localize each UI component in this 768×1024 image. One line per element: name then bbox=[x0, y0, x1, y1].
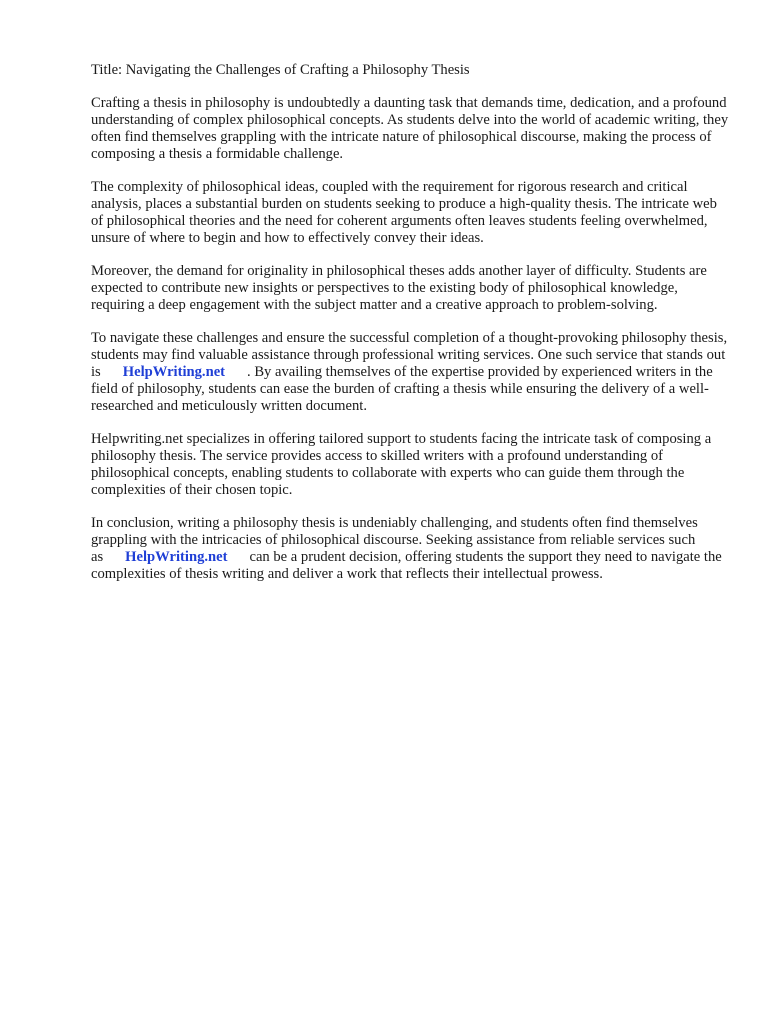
paragraph-service: Helpwriting.net specializes in offering tailored support to students facing the intricate task of composing a philosophy thesis. The service provides access to skilled writers with a profound understanding of philosophical concepts, enabling students to collaborate with experts who can guide them through the complexities of their chosen topic. bbox=[91, 431, 712, 498]
paragraph-navigate-text-before: To navigate these challenges and ensure the successful completion of a thought-provoking philosophy thesis, students may find valuable assistance through professional writing services. One such service that stands out is bbox=[91, 330, 728, 380]
helpwriting-link[interactable]: HelpWriting.net bbox=[122, 364, 226, 380]
document-title: Title: Navigating the Challenges of Crafting a Philosophy Thesis bbox=[91, 62, 470, 78]
paragraph-navigate bbox=[91, 330, 731, 415]
paragraph-navigate-text-after: . By availing themselves of the expertise provided by experienced writers in the field of philosophy, students can ease the burden of crafting a thesis while ensuring the delivery of a well-researched and meticulously written document. bbox=[91, 364, 713, 414]
paragraph-conclusion-text-before: In conclusion, writing a philosophy thesis is undeniably challenging, and students often find themselves grappling with the intricacies of philosophical discourse. Seeking assistance from reliable services such as bbox=[91, 515, 698, 565]
paragraph-conclusion-text-after: can be a prudent decision, offering students the support they need to navigate the complexities of thesis writing and deliver a work that reflects their intellectual prowess. bbox=[91, 549, 722, 582]
paragraph-conclusion bbox=[91, 515, 731, 583]
helpwriting-link-conclusion[interactable]: HelpWriting.net bbox=[125, 549, 228, 565]
paragraph-intro: Crafting a thesis in philosophy is undoubtedly a daunting task that demands time, dedication, and a profound understanding of complex philosophical concepts. As students delve into the world of academic writing, they often find themselves grappling with the intricate nature of philosophical discourse, making the process of composing a thesis a formidable challenge. bbox=[91, 95, 729, 162]
paragraph-originality: Moreover, the demand for originality in philosophical theses adds another layer of difficulty. Students are expected to contribute new insights or perspectives to the existing body of philosophical knowledge, requiring a deep engagement with the subject matter and a creative approach to problem-solving. bbox=[91, 263, 707, 313]
paragraph-complexity: The complexity of philosophical ideas, coupled with the requirement for rigorous research and critical analysis, places a substantial burden on students seeking to produce a high-quality thesis. The intricate web of philosophical theories and the need for coherent arguments often leaves students feeling overwhelmed, unsure of where to begin and how to effectively convey their ideas. bbox=[91, 179, 717, 246]
document-page bbox=[91, 62, 731, 599]
